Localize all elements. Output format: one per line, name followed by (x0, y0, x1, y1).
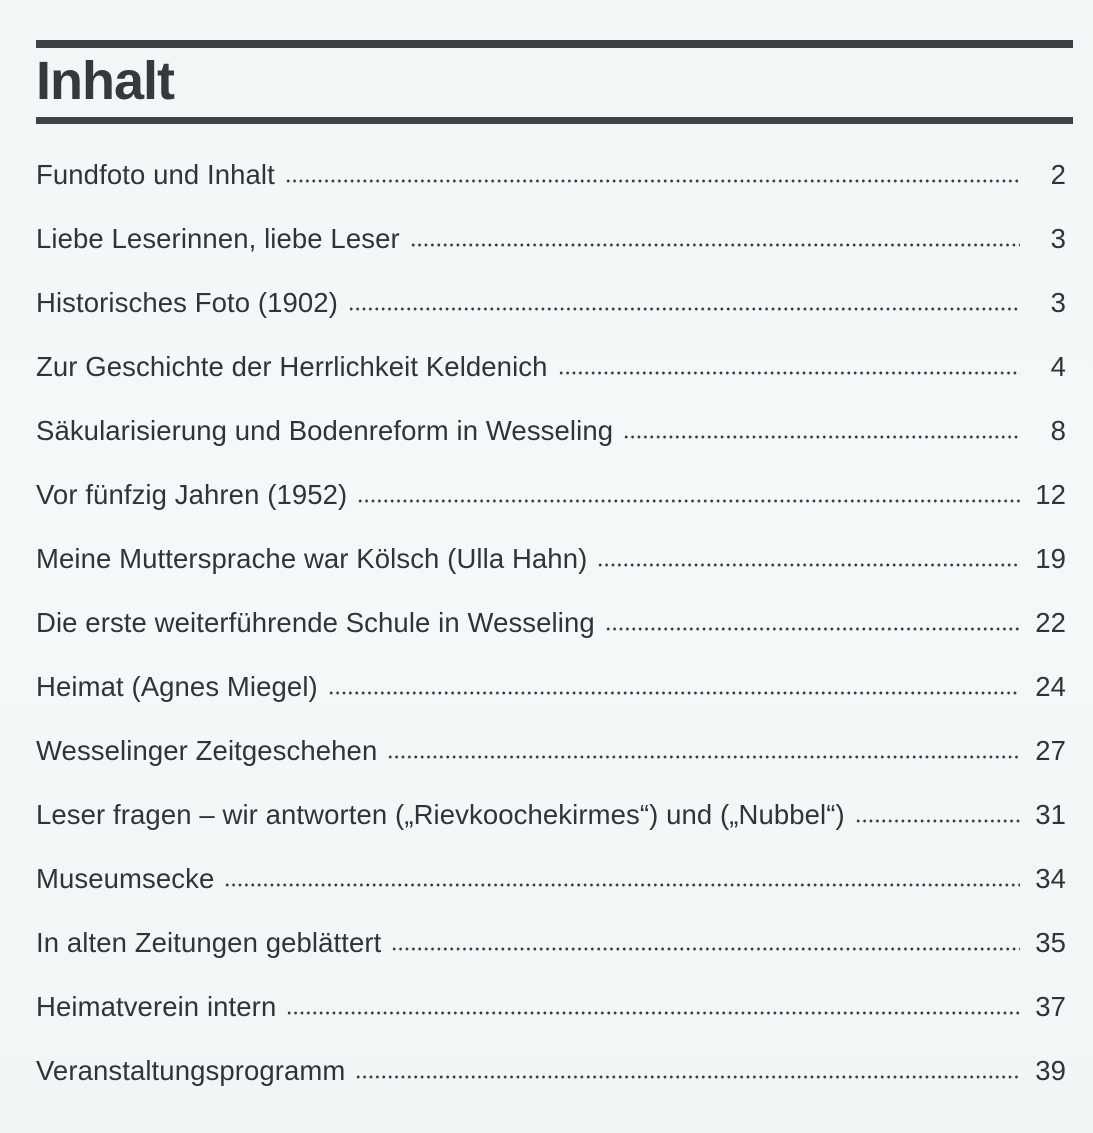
toc-entry-title: Heimatverein intern (36, 991, 277, 1022)
toc-entry-title: Liebe Leserinnen, liebe Leser (36, 223, 400, 254)
dot-leader (855, 819, 1020, 823)
toc-entry-title: Fundfoto und Inhalt (36, 159, 275, 190)
toc-entry (36, 278, 1066, 342)
toc-entry-title: In alten Zeitungen geblättert (36, 927, 382, 958)
toc-entry (36, 342, 1066, 406)
toc-entry (36, 1046, 1066, 1110)
toc-entry (36, 726, 1066, 790)
toc-entry (36, 790, 1066, 854)
toc-entry-title: Leser fragen – wir antworten („Rievkoochekirmes“) und („Nubbel“) (36, 799, 845, 830)
toc-entry-page-number: 3 (1050, 287, 1066, 318)
toc-entry-page-number: 19 (1035, 543, 1066, 574)
toc-entry (36, 662, 1066, 726)
dot-leader (623, 435, 1020, 439)
toc-entry-page-number: 24 (1035, 671, 1066, 702)
dot-leader (410, 243, 1020, 247)
toc-entry-title: Die erste weiterführende Schule in Wesseling (36, 607, 595, 638)
title-underline-rule (36, 117, 1073, 124)
toc-entry (36, 150, 1066, 214)
toc-entry (36, 214, 1066, 278)
toc-entry-title: Historisches Foto (1902) (36, 287, 338, 318)
page-title: Inhalt (36, 51, 174, 111)
toc-entry (36, 406, 1066, 470)
toc-entry-page-number: 22 (1035, 607, 1066, 638)
toc-entry (36, 470, 1066, 534)
toc-entry-page-number: 12 (1035, 479, 1066, 510)
dot-leader (328, 691, 1020, 695)
toc-entry (36, 598, 1066, 662)
top-rule (36, 40, 1073, 48)
toc-entry-page-number: 31 (1035, 799, 1066, 830)
toc-entry-title: Meine Muttersprache war Kölsch (Ulla Hahn) (36, 543, 588, 574)
toc-entry-title: Vor fünfzig Jahren (1952) (36, 479, 348, 510)
dot-leader (357, 499, 1020, 503)
dot-leader (391, 947, 1020, 951)
toc-entry (36, 854, 1066, 918)
dot-leader (355, 1075, 1020, 1079)
dot-leader (348, 307, 1020, 311)
toc-entry (36, 534, 1066, 598)
toc-entry-page-number: 4 (1050, 351, 1066, 382)
dot-leader (286, 1011, 1020, 1015)
toc-entry-page-number: 3 (1050, 223, 1066, 254)
toc-entry (36, 982, 1066, 1046)
toc-entry-title: Veranstaltungsprogramm (36, 1055, 346, 1086)
toc-entry-page-number: 39 (1035, 1055, 1066, 1086)
dot-leader (605, 627, 1020, 631)
dot-leader (387, 755, 1020, 759)
dot-leader (224, 883, 1020, 887)
toc-entry-page-number: 27 (1035, 735, 1066, 766)
toc-entry-page-number: 34 (1035, 863, 1066, 894)
dot-leader (558, 371, 1020, 375)
toc-entry-page-number: 37 (1035, 991, 1066, 1022)
dot-leader (285, 179, 1020, 183)
toc-entry-title: Museumsecke (36, 863, 215, 894)
toc-entry-title: Säkularisierung und Bodenreform in Wesseling (36, 415, 614, 446)
toc-entry-page-number: 2 (1050, 159, 1066, 190)
table-of-contents (36, 150, 1066, 1110)
dot-leader (597, 563, 1020, 567)
toc-entry (36, 918, 1066, 982)
toc-entry-title: Heimat (Agnes Miegel) (36, 671, 318, 702)
toc-entry-page-number: 8 (1050, 415, 1066, 446)
toc-entry-title: Wesselinger Zeitgeschehen (36, 735, 378, 766)
toc-entry-page-number: 35 (1035, 927, 1066, 958)
toc-entry-title: Zur Geschichte der Herrlichkeit Keldenich (36, 351, 548, 382)
